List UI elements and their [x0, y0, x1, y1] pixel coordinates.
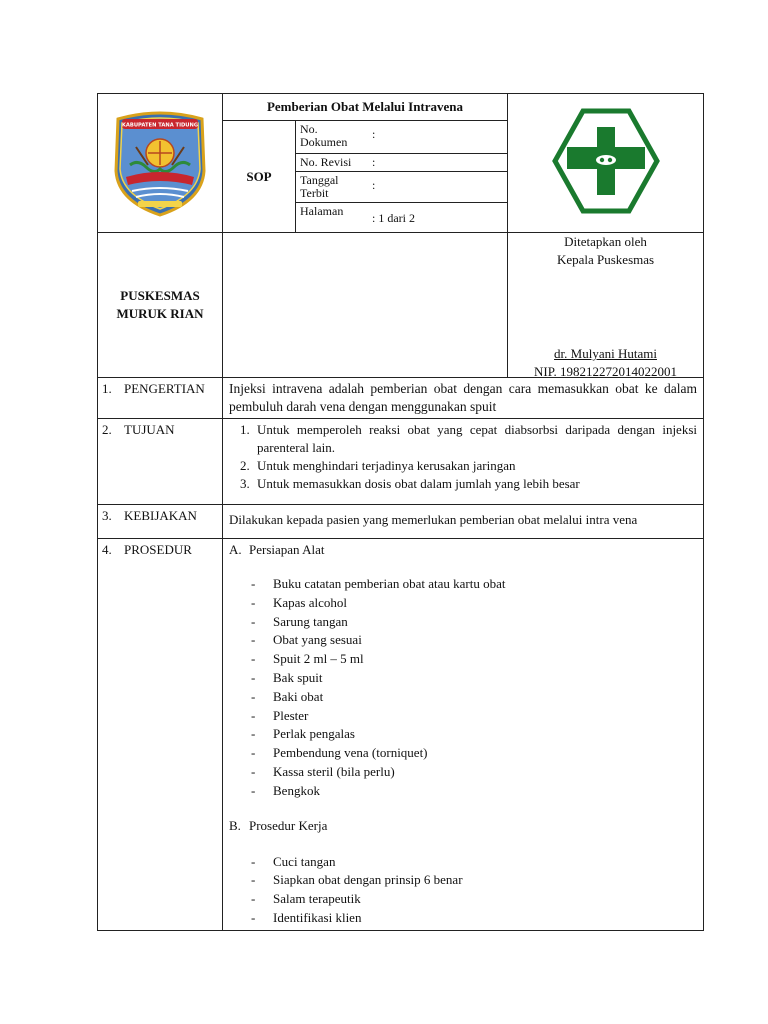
meta-value: :	[368, 121, 507, 153]
meta-value: :	[368, 153, 507, 171]
list-item: - Kapas alcohol	[251, 594, 348, 610]
list-item: - Sarung tangan	[251, 613, 348, 629]
list-item: - Buku catatan pemberian obat atau kartu obat	[251, 576, 506, 591]
section-label-pengertian	[98, 378, 223, 419]
section-label-prosedur	[98, 539, 223, 931]
prosedur-content	[223, 539, 704, 931]
list-item: 1. Untuk memperoleh reaksi obat yang cepat diabsorbsi daripada dengan injeksi parenteral lain.	[253, 421, 697, 457]
list-item: - Perlak pengalas	[251, 726, 355, 742]
list-item: - Kassa steril (bila perlu)	[251, 763, 395, 779]
kebijakan-text: Dilakukan kepada pasien yang memerlukan pemberian obat melalui intra vena	[223, 505, 704, 539]
part-letter: A.	[229, 542, 242, 557]
list-item: - Pembendung vena (torniquet)	[251, 745, 428, 761]
approver-name: dr. Mulyani Hutami	[554, 346, 657, 361]
approval-line1: Ditetapkan oleh	[564, 234, 647, 249]
list-item: - Bak spuit	[251, 669, 323, 685]
part-b-heading	[229, 817, 697, 835]
section-number: 4.	[102, 542, 112, 557]
section-label-tujuan	[98, 419, 223, 505]
part-a-heading	[229, 541, 697, 559]
equipment-list	[229, 575, 697, 801]
list-item: - Cuci tangan	[251, 853, 336, 869]
procedure-list	[229, 853, 697, 928]
section-number: 3.	[102, 508, 112, 523]
regency-logo	[108, 105, 212, 217]
meta-key: No. Dokumen	[296, 121, 368, 153]
puskesmas-logo-cell	[508, 94, 704, 233]
list-item: - Salam terapeutik	[251, 891, 361, 907]
list-item: 2. Untuk menghindari terjadinya kerusakan jaringan	[253, 457, 697, 475]
list-item: 3. Untuk memasukkan dosis obat dalam jumlah yang lebih besar	[253, 475, 697, 493]
institution-line2: MURUK RIAN	[116, 306, 204, 321]
green-cross-hexagon-icon	[545, 105, 667, 217]
list-item: - Siapkan obat dengan prinsip 6 benar	[251, 872, 463, 888]
part-title: Persiapan Alat	[249, 542, 325, 557]
section-label-kebijakan	[98, 505, 223, 539]
list-item: - Obat yang sesuai	[251, 632, 362, 648]
institution-line1: PUSKESMAS	[120, 288, 200, 303]
section-title: KEBIJAKAN	[124, 508, 197, 523]
approval-block	[508, 233, 704, 378]
meta-key: No. Revisi	[296, 153, 368, 171]
institution-name	[98, 233, 223, 378]
meta-value: :	[368, 171, 507, 202]
list-item: - Plester	[251, 707, 309, 723]
list-item: - Identifikasi klien	[251, 909, 362, 925]
meta-value: : 1 dari 2	[372, 210, 415, 225]
blank-cell	[223, 233, 508, 378]
meta-key: Halaman	[300, 203, 344, 218]
pengertian-text: Injeksi intravena adalah pemberian obat dengan cara memasukkan obat ke dalam pembuluh darah vena dengan menggunakan spuit	[223, 378, 704, 419]
sop-label: SOP	[223, 121, 296, 233]
list-item: - Bengkok	[251, 782, 320, 798]
tujuan-list	[229, 421, 697, 493]
document-title: Pemberian Obat Melalui Intravena	[223, 94, 508, 121]
section-number: 1.	[102, 381, 112, 396]
regency-logo-cell	[98, 94, 223, 233]
approver-nip: NIP. 198212272014022001	[534, 364, 678, 379]
part-title: Prosedur Kerja	[249, 817, 328, 833]
list-item: - Spuit 2 ml – 5 ml	[251, 651, 364, 667]
meta-key: Tanggal Terbit	[296, 171, 368, 202]
regency-logo-text: KABUPATEN TANA TIDUNG	[121, 122, 199, 128]
part-letter: B.	[229, 817, 241, 833]
section-title: TUJUAN	[124, 422, 175, 437]
section-title: PROSEDUR	[124, 542, 192, 557]
sop-table	[97, 93, 704, 931]
approval-line2: Kepala Puskesmas	[556, 252, 655, 267]
section-number: 2.	[102, 422, 112, 437]
tujuan-content	[223, 419, 704, 505]
list-item: - Baki obat	[251, 688, 324, 704]
section-title: PENGERTIAN	[124, 381, 205, 396]
document-meta	[296, 121, 508, 233]
